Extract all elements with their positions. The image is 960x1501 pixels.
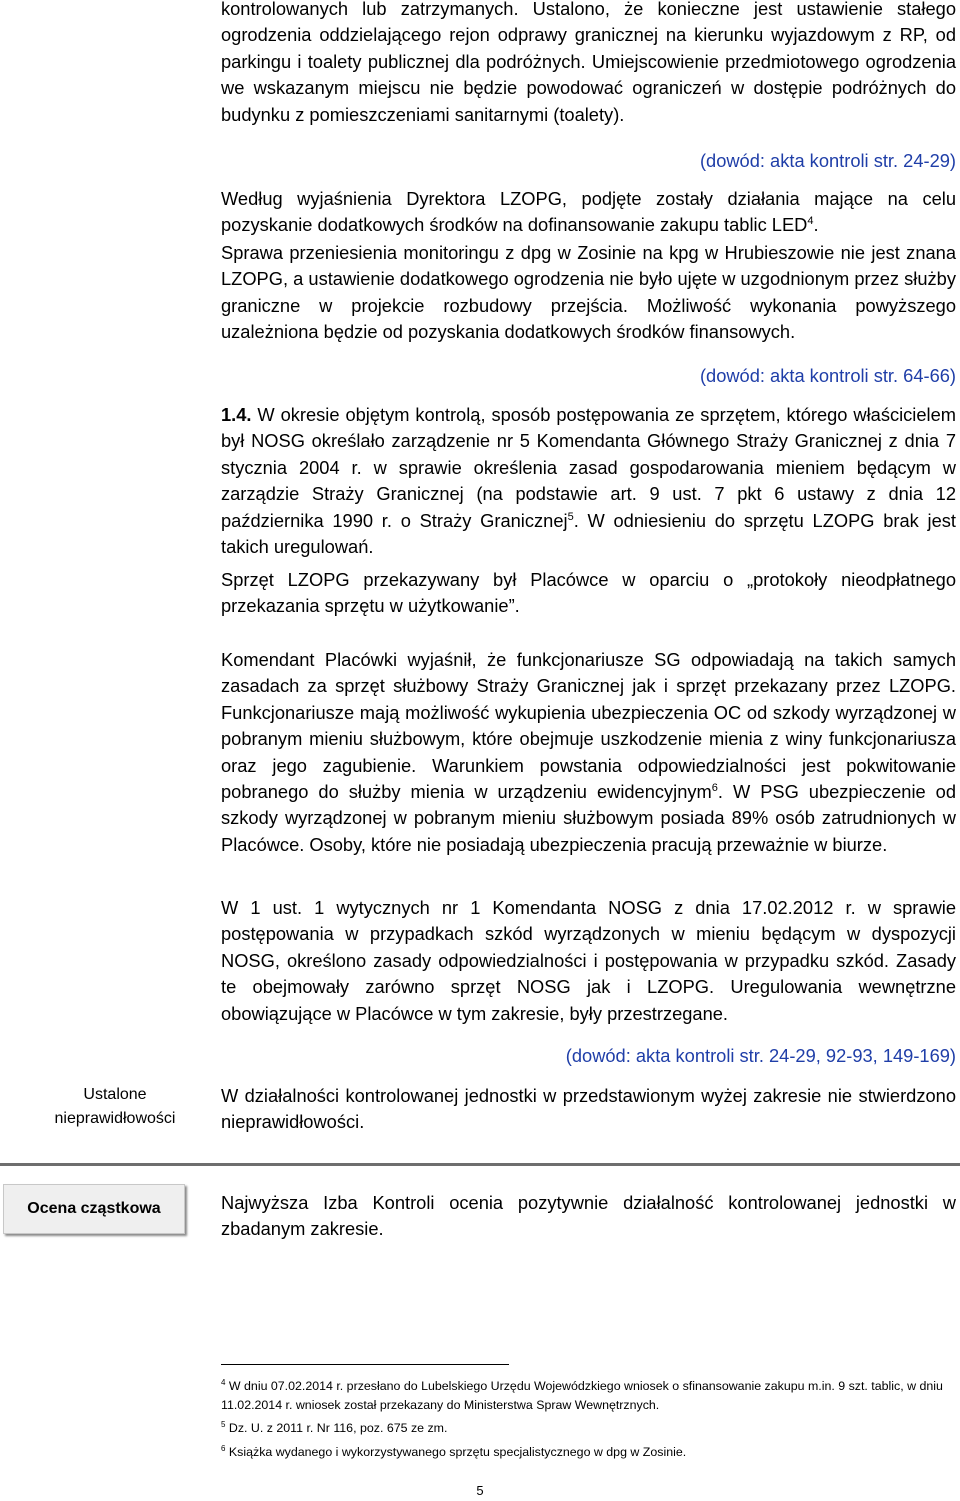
paragraph-monitoring: [221, 240, 956, 346]
sidebar-label-line: Ustalone: [83, 1086, 147, 1103]
footnote-number: 6: [221, 1443, 226, 1453]
paragraph-wytyczne: [221, 895, 956, 1027]
paragraph-protokoly: [221, 567, 956, 620]
footnote-6: [221, 1443, 956, 1462]
footnote-ref-6[interactable]: 6: [711, 781, 718, 794]
paragraph-ocena: [221, 1190, 956, 1243]
ocena-czastkowa-label: Ocena cząstkowa: [27, 1200, 161, 1217]
sidebar-label-line: nieprawidłowości: [54, 1110, 176, 1127]
paragraph-text: . W PSG ubezpieczenie od szkody wyrządzonej w pobranym mieniu służbowym posiada 89% osób zatrudnionych w Placówce. Osoby, które nie posiadają ubezpieczenia pracują przeważnie w biurze.: [221, 781, 956, 855]
paragraph-ogrodzenie: [221, 0, 956, 128]
footnote-text: Książka wydanego i wykorzystywanego sprzętu specjalistycznego w dpg w Zosinie.: [225, 1445, 687, 1459]
footnote-text: Dz. U. z 2011 r. Nr 116, poz. 675 ze zm.: [225, 1421, 448, 1435]
paragraph-1-4: [221, 402, 956, 560]
paragraph-text: Według wyjaśnienia Dyrektora LZOPG, podjęte zostały działania mające na celu pozyskanie dodatkowych środków na dofinansowanie zakupu tablic LED: [221, 188, 956, 236]
footnote-ref-5[interactable]: 5: [567, 510, 574, 523]
evidence-reference: (dowód: akta kontroli str. 64-66): [699, 365, 956, 386]
paragraph-text: Komendant Placówki wyjaśnił, że funkcjonariusze SG odpowiadają na takich samych zasadach za sprzęt służbowy Straży Granicznej jak i sprzęt przekazany przez LZOPG. Funkcjonariusze mają możliwość wykupienia ubezpieczenia OC od szkody wyrządzonej w pobranym mieniu służbowym, które obejmuje uszkodzenie mienia z winy funkcjonariusza oraz jego zagubienie. Warunkiem powstania odpowiedzialności jest pokwitowanie pobranego do służby mienia w urządzeniu ewidencyjnym: [221, 649, 956, 803]
evidence-reference: (dowód: akta kontroli str. 24-29, 92-93, 149-169): [565, 1045, 956, 1066]
paragraph-text: . W odniesieniu do sprzętu LZOPG brak jest takich uregulowań.: [221, 509, 956, 558]
sidebar-label-ustalone-nieprawidlowosci: [40, 1083, 190, 1131]
paragraph-text: kontrolowanych lub zatrzymanych. Ustalono, że konieczne jest ustawienie stałego ogrodzenia oddzielającego rejon odprawy granicznej na kierunku wyjazdowym z RP, od parkingu i toalety publicznej dla podróżnych. Umiejscowienie przedmiotowego ogrodzenia we wskazanym miejscu nie będzie powodować ograniczeń w dostępie podróżnych do budynku z pomieszczeniami sanitarnymi (toalety).: [221, 0, 956, 125]
footnote-4: [221, 1377, 956, 1415]
footnote-number: 4: [221, 1377, 226, 1387]
paragraph-led: [221, 186, 956, 239]
paragraph-text: W działalności kontrolowanej jednostki w przedstawionym wyżej zakresie nie stwierdzono nieprawidłowości.: [221, 1085, 956, 1133]
paragraph-komendant: [221, 647, 956, 858]
section-number: 1.4.: [221, 404, 252, 425]
evidence-reference: (dowód: akta kontroli str. 24-29): [699, 150, 956, 171]
footnote-number: 5: [221, 1419, 226, 1429]
footnote-text: W dniu 07.02.2014 r. przesłano do Lubelskiego Urzędu Wojewódzkiego wniosek o sfinansowanie zakupu m.in. 9 szt. tablic, w dniu 11.02.2014 r. wniosek został przekazany do Ministerstwa Spraw Wewnętrznych.: [221, 1379, 943, 1412]
footnote-separator: [221, 1364, 509, 1365]
footnote-ref-4[interactable]: 4: [807, 215, 814, 228]
page-number: 5: [476, 1483, 484, 1498]
paragraph-text: Najwyższa Izba Kontroli ocenia pozytywnie działalność kontrolowanej jednostki w zbadanym zakresie.: [221, 1192, 956, 1240]
paragraph-text: Sprawa przeniesienia monitoringu z dpg w Zosinie na kpg w Hrubieszowie nie jest znana LZOPG, a ustawienie dodatkowego ogrodzenia nie było ujęte w uzgodnionym przez służby graniczne w projekcie rozbudowy przejścia. Możliwość wykonania powyższego uzależniona będzie od pozyskania dodatkowych środków finansowych.: [221, 242, 956, 343]
paragraph-text: W 1 ust. 1 wytycznych nr 1 Komendanta NOSG z dnia 17.02.2012 r. w sprawie postępowania w przypadkach szkód wyrządzonych w mieniu będącym w dyspozycji NOSG, określono zasady odpowiedzialności i postępowania w przypadku szkód. Zasady te obejmowały zarówno sprzęt NOSG jak i LZOPG. Uregulowania wewnętrzne obowiązujące w Placówce w tym zakresie, były przestrzegane.: [221, 897, 956, 1024]
footnote-5: [221, 1419, 956, 1438]
paragraph-text: W okresie objętym kontrolą, sposób postępowania ze sprzętem, którego właścicielem był NOSG określało zarządzenie nr 5 Komendanta Głównego Straży Granicznej z dnia 7 stycznia 2004 r. w sprawie określenia zasad gospodarowania mieniem będącym w zarządzie Straży Granicznej (na podstawie art. 9 ust. 7 pkt 6 ustawy z dnia 12 października 1990 r. o Straży Granicznej: [221, 404, 956, 531]
paragraph-text: .: [813, 214, 819, 236]
paragraph-text: Sprzęt LZOPG przekazywany był Placówce w oparciu o „protokoły nieodpłatnego przekazania sprzętu w użytkowanie”.: [221, 569, 956, 617]
paragraph-nieprawidlowosci: [221, 1083, 956, 1136]
section-divider: [0, 1163, 960, 1166]
ocena-czastkowa-box: [3, 1184, 185, 1234]
